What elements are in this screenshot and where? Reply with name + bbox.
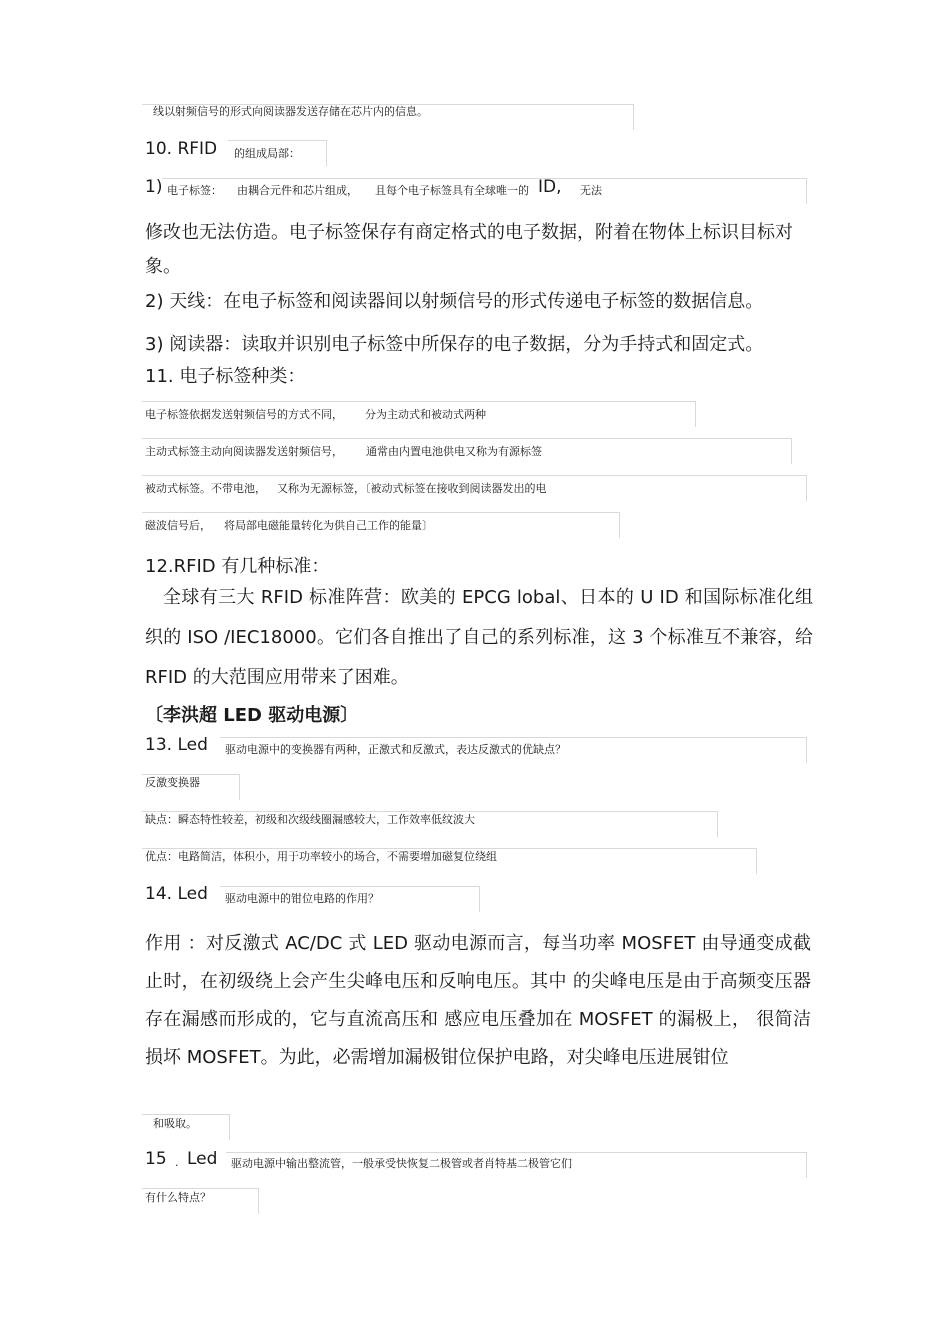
question-15-number: 15 [145, 1149, 167, 1169]
item-number: 1) [145, 177, 163, 197]
text-line: 线以射频信号的形式向阅读器发送存储在芯片内的信息。 [153, 105, 428, 118]
text-fragment: 电子标签依据发送射频信号的方式不同， [145, 408, 343, 421]
text-fragment: 电子标签： [167, 184, 222, 197]
question-14-number: 14. Led [145, 884, 208, 904]
question-14-text: 驱动电源中的钳位电路的作用？ [225, 892, 379, 905]
text-fragment: ID, [538, 177, 562, 197]
text-fragment: 通常由内置电池供电又称为有源标签 [366, 445, 542, 458]
text-fragment: 又称为无源标签，〔被动式标签在接收到阅读器发出的电 [277, 482, 547, 495]
text-line: 和吸取。 [153, 1117, 197, 1130]
text-fragment: Led [187, 1149, 218, 1169]
text-fragment: 被动式标签。不带电池， [145, 482, 266, 495]
text-fragment: 分为主动式和被动式两种 [365, 408, 486, 421]
section-heading: 〔李洪超 LED 驱动电源〕 [145, 705, 359, 726]
text-fragment: 磁波信号后， [145, 519, 211, 532]
text-line: 有什么特点？ [145, 1191, 211, 1204]
text-line: 反激变换器 [145, 776, 200, 789]
paragraph: 3) 阅读器：读取并识别电子标签中所保存的电子数据，分为手持式和固定式。 [145, 334, 764, 355]
text-line: 缺点：瞬态特性较差，初级和次级线圈漏感较大，工作效率低纹波大 [145, 813, 475, 826]
text-fragment: 将局部电磁能量转化为供自己工作的能量〕 [224, 519, 433, 532]
question-15-text: 驱动电源中输出整流管，一般承受快恢复二极管或者肖特基二极管它们 [231, 1157, 572, 1170]
question-11: 11. 电子标签种类： [145, 366, 306, 387]
question-13-text: 驱动电源中的变换器有两种，正激式和反激式，表达反激式的优缺点？ [225, 743, 566, 756]
paragraph: 修改也无法仿造。电子标签保存有商定格式的电子数据，附着在物体上标识目标对象。 [145, 222, 793, 277]
paragraph: 全球有三大 RFID 标准阵营：欧美的 EPCG lobal、日本的 U ID 和国际标准化组织的 ISO /IEC18000。它们各自推出了自己的系列标准，这 3 个标准互不兼容，给 RFID 的大范围应用带来了困难。 [145, 587, 813, 688]
paragraph: 作用 ：对反激式 AC/DC 式 LED 驱动电源而言，每当功率 MOSFET 由导通变成截止时，在初级绕上会产生尖峰电压和反响电压。其中 的尖峰电压是由于高频变压器存在漏感而形成的，它与直流高压和 感应电压叠加在 MOSFET 的漏极上， 很简洁损坏 MOSFET。为此，必需增加漏极钳位保护电路，对尖峰电压进展钳位 [145, 933, 811, 1068]
question-10-text: 的组成局部： [234, 147, 300, 160]
text-fragment: 且每个电子标签具有全球唯一的 [375, 184, 529, 197]
text-fragment: . [175, 1156, 179, 1169]
text-fragment: 无法 [580, 184, 602, 197]
text-fragment: 由耦合元件和芯片组成， [237, 184, 358, 197]
text-line: 优点：电路简洁，体积小，用于功率较小的场合，不需要增加磁复位绕组 [145, 850, 497, 863]
text-fragment: 主动式标签主动向阅读器发送射频信号， [145, 445, 343, 458]
paragraph: 2) 天线：在电子标签和阅读器间以射频信号的形式传递电子标签的数据信息。 [145, 291, 764, 312]
question-13-number: 13. Led [145, 735, 208, 755]
question-10-number: 10. RFID [145, 139, 218, 159]
question-12: 12.RFID 有几种标准： [145, 556, 330, 577]
